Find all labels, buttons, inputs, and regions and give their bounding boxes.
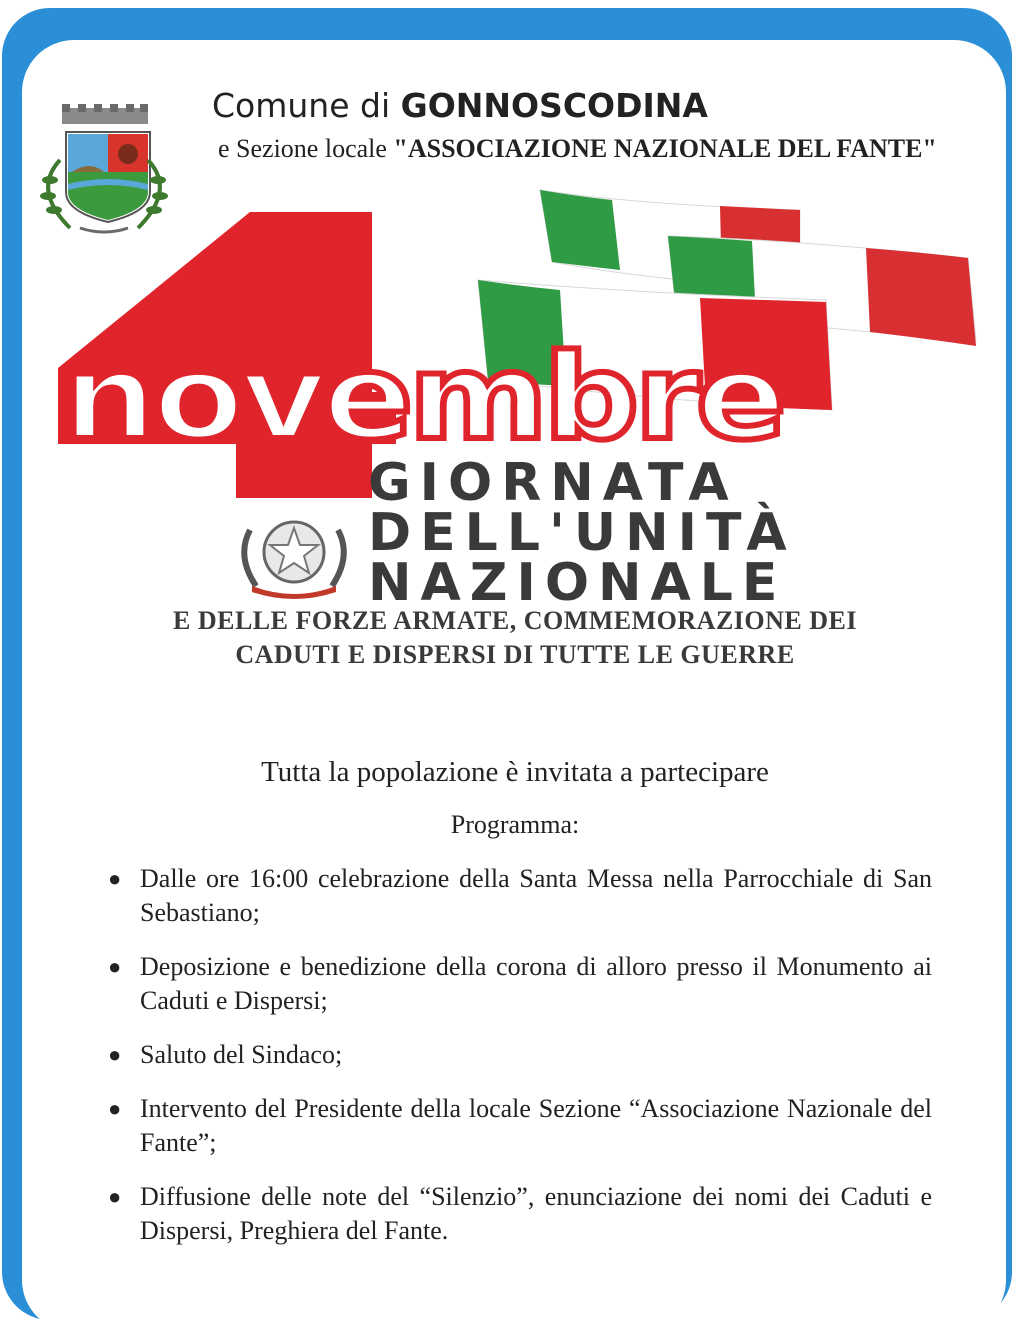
event-title-line-2: DELL'UNITÀ — [368, 503, 796, 563]
subtitle-line-1: E DELLE FORZE ARMATE, COMMEMORAZIONE DEI — [172, 606, 857, 635]
month-word: novembre — [62, 328, 782, 466]
bullet-icon: ● — [108, 866, 122, 891]
header-association-prefix: e Sezione locale — [218, 134, 387, 163]
list-item — [104, 1180, 932, 1248]
invitation-text: Tutta la popolazione è invitata a partecipare — [261, 756, 769, 788]
header-association-name: "ASSOCIAZIONE NAZIONALE DEL FANTE" — [393, 134, 937, 163]
bullet-icon: ● — [108, 1184, 122, 1209]
bullet-icon: ● — [108, 1096, 122, 1121]
bullet-icon: ● — [108, 954, 122, 979]
list-item — [104, 1038, 932, 1072]
list-item-text: Dalle ore 16:00 celebrazione della Santa Messa nella Parrocchiale di San Sebastiano; — [140, 864, 932, 927]
list-item-text: Deposizione e benedizione della corona di alloro presso il Monumento ai Caduti e Dispersi; — [140, 952, 932, 1015]
event-title-line-1: GIORNATA — [368, 453, 738, 513]
header-municipality — [212, 86, 708, 125]
list-item — [104, 1092, 932, 1160]
program-list — [104, 862, 932, 1268]
program-title: Programma: — [450, 810, 580, 839]
list-item-text: Diffusione delle note del “Silenzio”, enunciazione dei nomi dei Caduti e Dispersi, Preghiera del Fante. — [140, 1182, 932, 1245]
header-municipality-prefix: Comune di — [212, 86, 391, 125]
header-association — [218, 134, 937, 164]
list-item — [104, 862, 932, 930]
list-item — [104, 950, 932, 1018]
bullet-icon: ● — [108, 1042, 122, 1067]
list-item-text: Intervento del Presidente della locale Sezione “Associazione Nazionale del Fante”; — [140, 1094, 932, 1157]
republic-emblem-icon — [232, 508, 356, 600]
event-title-line-3: NAZIONALE — [368, 553, 787, 613]
subtitle-line-2: CADUTI E DISPERSI DI TUTTE LE GUERRE — [235, 640, 795, 669]
event-title — [368, 453, 796, 613]
list-item-text: Saluto del Sindaco; — [140, 1040, 343, 1069]
header-municipality-name: GONNOSCODINA — [400, 86, 708, 125]
